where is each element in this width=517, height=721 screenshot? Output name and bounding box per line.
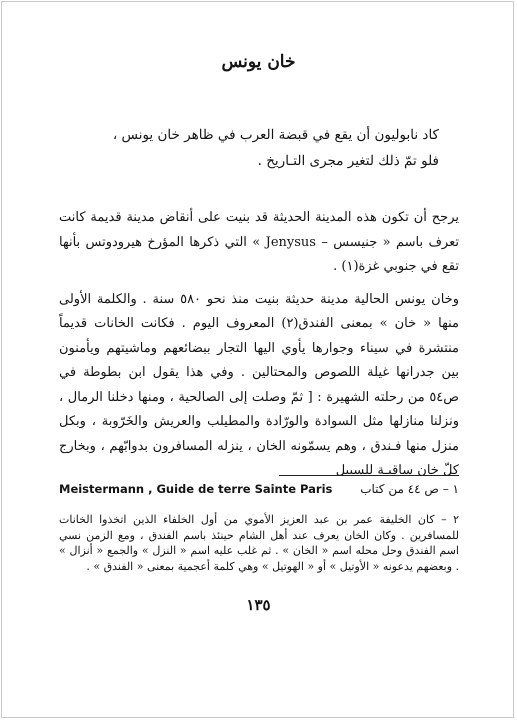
- footnote-2: ٢ – كان الخليفة عمر بن عبد العزيز الأموي من أول الخلفاء الذين اتخذوا الخانات للمسافرين . وكان الخان يعرف عند أهل الشام حينئذ باسم الفندق ، ومع الزمن نسي اسم الفندق وحل محله اسم « الخان » . ثم غلب عليه اسم « النزل » والجمع « أنزال » . وبعضهم يدعونه « الأوتيل » أو « الهوتيل » وهي كلمة أعجمية بمعنى « الفندق » .: [59, 513, 459, 573]
- footnote-divider: [279, 475, 459, 476]
- footnote-1-latin: Meistermann , Guide de terre Sainte Paris: [59, 482, 333, 496]
- epigraph-quote: كاد نابوليون أن يقع في قبضة العرب في ظاهر خان يونس ، فلو تمّ ذلك لتغير مجرى التـاريخ .: [112, 127, 439, 169]
- body-text: [59, 206, 459, 492]
- paragraph: وخان يونس الحالية مدينة حديثة بنيت منذ نحو ٥٨٠ سنة . والكلمة الأولى منها « خان » بمعنى الفندق(٢) المعروف اليوم . فكانت الخانات قديماً منتشرة في سيناء وجوارها يأوي اليها التجار ببضائعهم وماشيتهم ويأمنون بين جدرانها غيلة اللصوص والمحتالين . وفي هذا يقول ابن بطوطة في ص٥٤ من رحلته الشهيرة : [ ثمّ وصلت إلى الصالحية ، ومنها دخلنا الرمال ، ونزلنا منازلها مثل السوادة والورّادة والمطيلب والعريش والخَرّوبة ، وبكل منزل منها فـندق ، وهم يسمّونه الخان ، ينزله المسافرون بدوابّهم ، وبخارج كلّ خان ساقيـة للسبيل: [59, 291, 459, 478]
- footnote-1-arabic: ١ – ص ٤٤ من كتاب: [360, 482, 459, 496]
- page-number: ١٣٥: [246, 596, 271, 614]
- footnote-1: [59, 480, 459, 498]
- paragraph: يرجح أن تكون هذه المدينة الحديثة قد بنيت على أنقاض مدينة قديمة كانت تعرف باسم « جنيسس – Jenysus » التي ذكرها المؤرخ هيرودوتس بأنها تقع في جنوبي غزة(١) .: [59, 210, 459, 274]
- page-title: خان يونس: [221, 52, 296, 72]
